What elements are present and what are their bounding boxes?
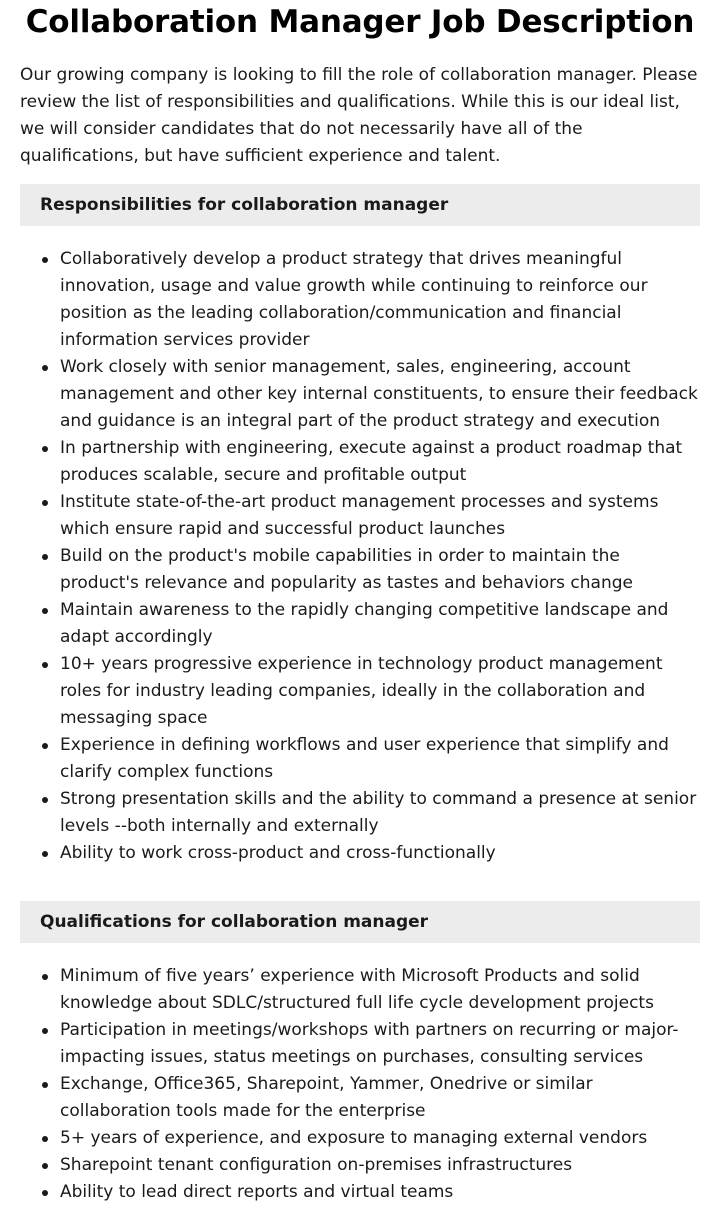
list-item: Institute state-of-the-art product management processes and systems which ensure rapid and successful product launches — [60, 489, 700, 543]
list-item: Exchange, Office365, Sharepoint, Yammer, Onedrive or similar collaboration tools made for the enterprise — [60, 1071, 700, 1125]
list-item: 5+ years of experience, and exposure to managing external vendors — [60, 1125, 700, 1152]
intro-paragraph: Our growing company is looking to fill the role of collaboration manager. Please review the list of responsibilities and qualifications. While this is our ideal list, we will consider candidates that do not necessarily have all of the qualifications, but have sufficient experience and talent. — [20, 65, 698, 166]
list-item: Sharepoint tenant configuration on-premises infrastructures — [60, 1152, 700, 1179]
list-item: Collaboratively develop a product strategy that drives meaningful innovation, usage and value growth while continuing to reinforce our position as the leading collaboration/communication and financial information services provider — [60, 246, 700, 354]
list-item: Work closely with senior management, sales, engineering, account management and other key internal constituents, to ensure their feedback and guidance is an integral part of the product strategy and execution — [60, 354, 700, 435]
qualifications-heading: Qualifications for collaboration manager — [40, 912, 429, 932]
list-item: Minimum of five years’ experience with Microsoft Products and solid knowledge about SDLC/structured full life cycle development projects — [60, 963, 700, 1017]
list-item: 10+ years progressive experience in technology product management roles for industry leading companies, ideally in the collaboration and messaging space — [60, 651, 700, 732]
qualifications-list — [20, 963, 700, 1206]
list-item: Build on the product's mobile capabilities in order to maintain the product's relevance and popularity as tastes and behaviors change — [60, 543, 700, 597]
list-item: Strong presentation skills and the ability to command a presence at senior levels --both internally and externally — [60, 786, 700, 840]
list-item: Participation in meetings/workshops with partners on recurring or major-impacting issues, status meetings on purchases, consulting services — [60, 1017, 700, 1071]
list-item: In partnership with engineering, execute against a product roadmap that produces scalable, secure and profitable output — [60, 435, 700, 489]
list-item: Ability to work cross-product and cross-functionally — [60, 840, 700, 867]
qualifications-section-header — [20, 901, 700, 943]
list-item: Experience in defining workflows and user experience that simplify and clarify complex functions — [60, 732, 700, 786]
list-item: Ability to lead direct reports and virtual teams — [60, 1179, 700, 1206]
list-item: Maintain awareness to the rapidly changing competitive landscape and adapt accordingly — [60, 597, 700, 651]
responsibilities-section-header — [20, 184, 700, 226]
responsibilities-list — [20, 246, 700, 867]
responsibilities-heading: Responsibilities for collaboration manager — [40, 195, 449, 215]
page-title: Collaboration Manager Job Description — [25, 4, 695, 40]
